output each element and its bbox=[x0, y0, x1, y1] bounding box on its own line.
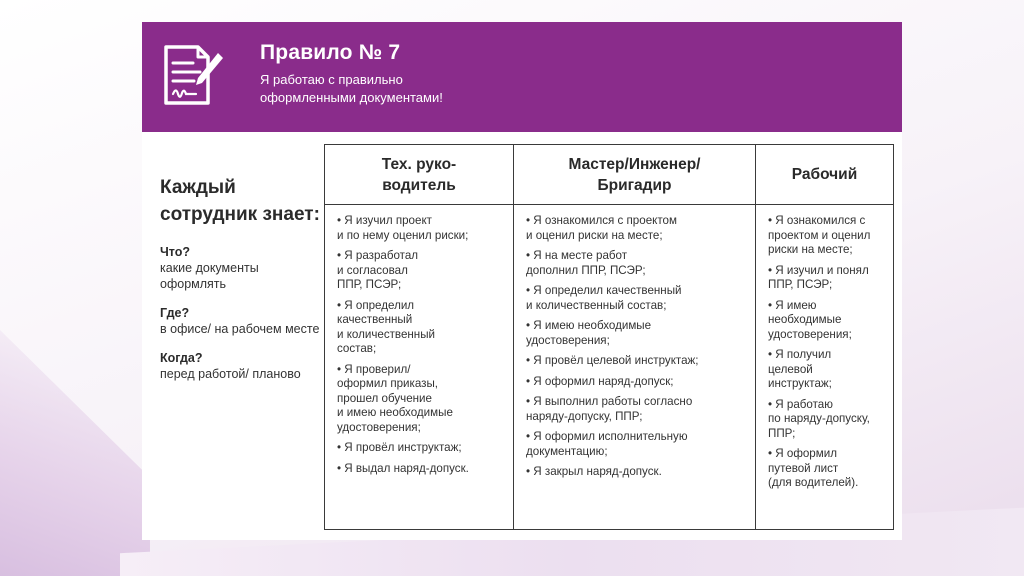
slide-header bbox=[142, 22, 902, 132]
subtitle-line: оформленными документами! bbox=[260, 90, 443, 105]
question-title: Что? bbox=[160, 245, 191, 259]
list-item: • Я выдал наряд-допуск. bbox=[337, 461, 469, 475]
question-where bbox=[160, 305, 320, 337]
list-item: • Я изучил проект и по нему оценил риски; bbox=[337, 214, 469, 242]
list-item: • Я работаю по наряду-допуску, ППР; bbox=[768, 397, 870, 440]
column-items bbox=[325, 205, 513, 476]
page-subtitle bbox=[260, 71, 560, 107]
column-items bbox=[756, 205, 893, 491]
background-decoration-left bbox=[0, 330, 150, 576]
responsibilities-table bbox=[324, 144, 894, 530]
lead-heading: Каждый сотрудник знает: bbox=[160, 177, 320, 225]
column-items bbox=[514, 205, 755, 480]
list-item: • Я имею необходимые удостоверения; bbox=[768, 298, 852, 341]
list-item: • Я провёл целевой инструктаж; bbox=[526, 354, 699, 367]
document-signature-icon bbox=[160, 39, 226, 109]
question-title: Когда? bbox=[160, 351, 203, 365]
list-item: • Я оформил исполнительную документацию; bbox=[526, 430, 688, 458]
list-item: • Я проверил/ оформил приказы, прошел обучение и имею необходимые удостоверения; bbox=[337, 362, 453, 434]
list-item: • Я изучил и понял ППР, ПСЭР; bbox=[768, 263, 869, 291]
list-item: • Я определил качественный и количественный состав; bbox=[526, 284, 682, 312]
column-header: Рабочий bbox=[756, 145, 893, 205]
list-item: • Я ознакомился с проектом и оценил риски на месте; bbox=[768, 214, 871, 256]
column-worker bbox=[755, 145, 893, 529]
list-item: • Я имею необходимые удостоверения; bbox=[526, 319, 652, 347]
subtitle-line: Я работаю с правильно bbox=[260, 72, 403, 87]
list-item: • Я провёл инструктаж; bbox=[337, 441, 462, 454]
list-item: • Я оформил путевой лист (для водителей). bbox=[768, 447, 859, 489]
question-title: Где? bbox=[160, 306, 190, 320]
page-title: Правило № 7 bbox=[260, 41, 401, 64]
list-item: • Я определил качественный и количественный состав; bbox=[337, 298, 436, 355]
left-panel bbox=[160, 174, 320, 395]
list-item: • Я разработал и согласовал ППР, ПСЭР; bbox=[337, 249, 419, 291]
question-answer: в офисе/ на рабочем месте bbox=[160, 322, 320, 336]
column-header: Тех. руко- водитель bbox=[325, 145, 513, 205]
question-answer: какие документы оформлять bbox=[160, 261, 259, 291]
list-item: • Я выполнил работы согласно наряду-допуску, ППР; bbox=[526, 395, 693, 423]
question-answer: перед работой/ планово bbox=[160, 367, 301, 381]
list-item: • Я оформил наряд-допуск; bbox=[526, 374, 674, 388]
column-header: Мастер/Инженер/ Бригадир bbox=[514, 145, 755, 205]
slide-card bbox=[142, 22, 902, 540]
column-tech-manager bbox=[325, 145, 513, 529]
list-item: • Я на месте работ дополнил ППР, ПСЭР; bbox=[526, 249, 646, 277]
list-item: • Я получил целевой инструктаж; bbox=[768, 348, 832, 390]
question-what bbox=[160, 244, 320, 292]
list-item: • Я ознакомился с проектом и оценил риски на месте; bbox=[526, 214, 677, 242]
list-item: • Я закрыл наряд-допуск. bbox=[526, 465, 662, 478]
column-master-engineer bbox=[513, 145, 755, 529]
question-when bbox=[160, 350, 320, 382]
